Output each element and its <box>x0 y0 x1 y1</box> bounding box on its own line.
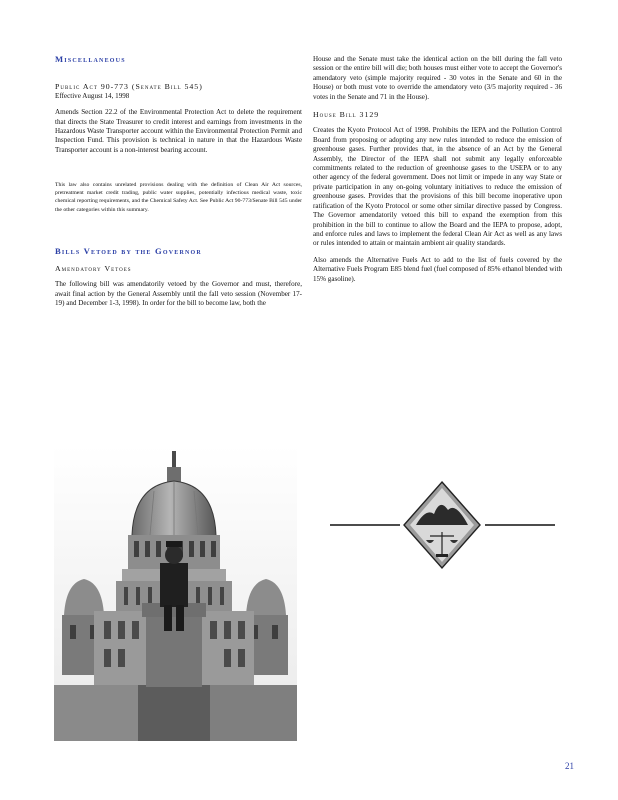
left-column <box>55 55 302 309</box>
alternative-fuels-paragraph: Also amends the Alternative Fuels Act to add to the list of fuels covered by the Alternative Fuels Program E85 blend fuel (fuel composed of 85% ethanol blended with 15% gasoline). <box>313 255 562 283</box>
page-number: 21 <box>565 761 574 771</box>
effective-date: Effective August 14, 1998 <box>55 91 130 100</box>
public-act-title: Public Act 90-773 (Senate Bill 545) <box>55 82 203 92</box>
unrelated-provisions-note: This law also contains unrelated provisions dealing with the definition of Clean Air Act sources, pretreatment market credit trading, public water supplies, potentially infectious medical waste, toxic chemical reporting requirements, and the Chemical Safety Act. See Public Act 90-773/Senate Bill 545 under the other categories within this summary. <box>55 182 302 213</box>
right-column <box>313 55 562 284</box>
house-bill-heading: House Bill 3129 <box>313 110 380 120</box>
iepa-emblem <box>330 480 555 570</box>
continued-paragraph: House and the Senate must take the identical action on the bill during the fall veto session or the entire bill will die; both houses must either vote to accept the Governor's amendatory veto (simple majority required - 30 votes in the Senate and 60 in the House) or both must vote to override the amendatory veto (3/5 majority required - 36 votes in the Senate and 71 in the House). <box>313 55 562 101</box>
miscellaneous-heading: Miscellaneous <box>55 54 126 64</box>
veto-paragraph: The following bill was amendatorily vetoed by the Governor and must, therefore, await final action by the General Assembly until the fall veto session (November 17-19) and December 1-3, 1998). In order for the bill to become law, both the <box>55 280 302 308</box>
amends-paragraph: Amends Section 22.2 of the Environmental Protection Act to delete the requirement that directs the State Treasurer to credit interest and earnings from investments in the Hazardous Waste Transporter account within the Environmental Protection Permit and Inspection Fund. This provision is technical in nature in that the Hazardous Waste Transporter account is a non-interest bearing account. <box>55 108 302 154</box>
amendatory-vetoes-heading: Amendatory Vetoes <box>55 264 132 274</box>
kyoto-protocol-paragraph: Creates the Kyoto Protocol Act of 1998. Prohibits the IEPA and the Pollution Control Board from proposing or adopting any new rules intended to reduce the emission of greenhouse gases. Further provides that, in the absence of an Act by the General Assembly, the Director of the IEPA shall not submit any legally enforceable commitments related to the reduction of greenhouse gases to the USEPA or to any other agency of the federal government. Does not limit or impede in any way State or private participation in any on-going voluntary initiatives to reduce the emission of greenhouse gases. Provides that the provisions of this bill become inoperative upon ratification of the Kyoto Protocol or some other similar directive passed by Congress. The Governor amendatorily vetoed this bill to expand the exemption from this prohibition in the bill to continue to allow the Board and the IEPA to propose, adopt, and enforce rules and laws to implement the federal Clean Air Act as well as any laws or rules intended to attain or maintain ambient air quality standards. <box>313 126 562 248</box>
bills-vetoed-heading: Bills Vetoed by the Governor <box>55 245 202 256</box>
capitol-statue-photo <box>54 445 297 741</box>
